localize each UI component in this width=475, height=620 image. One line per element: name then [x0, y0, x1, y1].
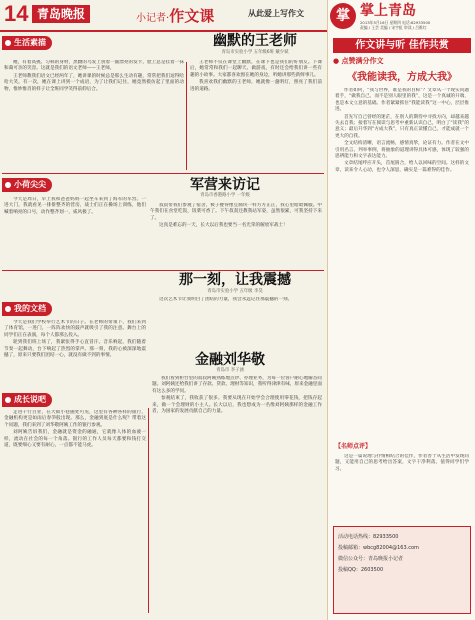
article1-byline: 青岛市实验小学 五年级6班 戴少斌 — [221, 50, 289, 55]
sidebar-title: 掌上青岛 — [360, 3, 416, 19]
label-my-doc: 我的文档 — [2, 302, 52, 316]
paragraph: 今天是我们学校举行艺术节的日子。在老师的带领下，我们来到了体育馆，一进门，一阵阵欢快的鼓声就吸引了我的注意。舞台上的同学们正在表演，每个人都那么投入。 — [4, 320, 146, 338]
paragraph: 作者如何，“我与世界，谁是我的目标”？文章从一个现实问题着手，“做我自己，而不是别人眼里的我”，这是一个真诚的开端，也是本文立意的基础。作者紧紧抓住“我能读我”这一中心，层层推进。 — [335, 88, 469, 113]
article4-body-left — [4, 410, 146, 615]
section-rule — [2, 270, 324, 271]
paragraph: 轮到我们班上场了，我紧张得手心直冒汗。音乐响起，我们随着节奏一起舞动，台下响起了热烈的掌声。那一刻，我的心被深深地震撼了，原来只要我们团结一心，就没有做不到的事情。 — [4, 340, 146, 359]
contact-list — [338, 532, 468, 576]
paragraph: 文章结尾呼应开头，首尾圆合，给人以回味的空间。这样的文章，读来令人心动，也令人深思，确实是一篇难得的佳作。 — [335, 161, 469, 173]
article1-title: 幽默的王老师 — [213, 33, 297, 49]
article2-body-right — [150, 203, 322, 267]
article4-title: 金融刘华敬 — [195, 352, 265, 368]
section-prefix: 小记者· — [136, 13, 170, 24]
contact-line: 活动电话热线：82933500 — [338, 534, 399, 540]
paper-name: 青岛晚报 — [32, 5, 90, 23]
column-rule — [148, 408, 149, 613]
paragraph: 她，有着高挑、匀称的身材，黑黝的乌发上别着一副漂亮的发卡，脸上总是挂着一抹和蔼可亲的笑容。这就是我们的语文老师——王老师。 — [4, 60, 184, 72]
review-label-text: 点赞满分作文 — [341, 57, 384, 65]
paragraph: 这次艺术节让我明白了团结的力量，我会永远记住那震撼的一刻。 — [159, 297, 293, 302]
paragraph: 这真是难忘的一天，长大以后我也要当一名光荣的解放军战士！ — [159, 223, 288, 229]
article1-body-left — [4, 60, 184, 170]
review-label: ● 点赞满分作文 — [333, 57, 384, 65]
palm-logo-icon: 掌 — [330, 3, 356, 29]
paragraph: 全文结构清晰，语言流畅，感情真挚，论证有力。作者在文中引用名言、列举事例，将抽象的道理讲得具体可感，体现了较强的思辨能力和文字表达能力。 — [335, 141, 469, 160]
section-slogan: 从此爱上写作文 — [248, 9, 304, 18]
label-life-sketch: 生活素描 — [2, 36, 52, 50]
review-title: 《我能读我，方成大我》 — [347, 72, 457, 83]
contact-line: 投稿QQ：2603500 — [338, 567, 384, 573]
review-body — [335, 88, 469, 438]
sidebar-info-line: 责编 / 王芸 美编 / 宋宇虹 审读 / 吕维红 — [360, 25, 427, 30]
section-main: 作文课 — [169, 7, 215, 25]
sidebar-info-line: 2013年5月16日 星期四 电话:82933500 — [360, 20, 431, 25]
column-rule — [186, 62, 187, 170]
comment-label: 【名师点评】 — [335, 443, 372, 450]
paragraph: 王老师不仅在课堂上幽默，在课下也是我们的好朋友。下课后，她常常和我们一起聊天、做游戏，有时还会给我们讲一些有趣的小故事。大家都喜欢围在她的身边，听她讲那些新鲜事儿。 — [190, 60, 322, 78]
label-small-lotus: 小荷尖尖 — [2, 178, 52, 192]
paragraph: 走进千行百业，在大街小巷随处可见，这里有各种各样的银行，金融机构更是如雨后春笋般出现。那么，金融到底是什么呢？带着这个问题，我们来到了刘华敬阿姨工作的银行参观。 — [4, 410, 146, 428]
page-number: 14 — [4, 1, 29, 26]
paragraph: 叔叔带我们参观了宿舍，被子叠得像豆腐块一样方方正正，我心里暗暗佩服。中午我们在食堂吃饭，饭菜可香了。下午叔叔还教我站军姿，虽然很累，可我坚持下来了。 — [150, 203, 322, 221]
section-title — [136, 6, 214, 29]
comment-body — [335, 454, 469, 520]
paragraph: 参观结束了，我收获了很多。我要从现在开始学会合理使用零花钱，把钱存起来，做一个会理财的小主人。长大以后，我也想成为一名像刘阿姨那样的金融工作者，为国家的发展贡献自己的力量。 — [152, 396, 322, 415]
article1-body-right — [190, 60, 322, 170]
section-rule — [2, 173, 324, 174]
contact-line: 微信公众号：青岛晚报小记者 — [338, 556, 404, 562]
sidebar-banner: 作文讲与听 佳作共赏 — [333, 38, 471, 53]
article3-body-right — [150, 297, 322, 350]
article2-body-left — [4, 197, 146, 265]
paragraph: 刘阿姨告诉我们，金融就是资金的融通，它就像人体的血液一样，流动在社会的每一个角落。银行的工作人员每天都要和钱打交道，既要细心又要有耐心，一点都不能马虎。 — [4, 430, 146, 449]
paragraph: 我喜欢我们幽默的王老师，她就像一盏明灯，照亮了我们前进的道路。 — [190, 80, 322, 92]
article3-byline: 青岛市实验小学 五年级 李昊 — [207, 289, 263, 294]
contact-line: 投稿邮箱：wbcg82004@163.com — [338, 545, 419, 551]
sidebar-info — [360, 20, 472, 30]
paragraph: 我们看到柜台里的叔叔阿姨熟练地点钞、办理业务，为每一位客户耐心地解答问题。刘阿姨还给我们讲了存款、贷款、理财等知识，我听得津津有味，原来金融里面有这么多的学问。 — [152, 376, 322, 394]
article3-title: 那一刻，让我震撼 — [179, 272, 291, 288]
article2-title: 军营来访记 — [190, 177, 260, 193]
article4-byline: 青岛市 李子涵 — [216, 368, 244, 373]
paragraph: 首先写自己曾经的迷茫，在别人的期待中寻找方向，却越来越失去自我；接着写在阅读与思考中重新认识自己，明白了“读我”的意义；最后升华到“方成大我”，只有真正读懂自己，才能成就一个更大的自我。 — [335, 114, 469, 139]
paragraph: 今天是周日，早上我和爸爸妈妈一起坐车来到了海军的军营。一进大门，我就看见一排排整齐的营房，战士们正在操场上训练，他们喊着响亮的口号，动作整齐划一，威风极了。 — [4, 197, 146, 215]
article2-byline: 青岛市香港路小学 一年级 — [200, 193, 250, 198]
paragraph: 王老师教我们语文已经两年了，她讲课的时候总是那么生动有趣，常常把我们逗得哈哈大笑。有一次，她在课上讲到一个成语，为了让我们记住，她竟然模仿起了里面的动物，惟妙惟肖的样子让全班同学笑得前仰后合。 — [4, 73, 184, 92]
label-growth: 成长说吧 — [2, 393, 52, 407]
paragraph: 这是一篇说理与抒情相结合的佳作，作者善于从生活中发现问题，又能用自己的思考给出答案，文字干净利落，值得同学们学习。 — [335, 454, 469, 472]
article4-body-right — [152, 376, 322, 614]
